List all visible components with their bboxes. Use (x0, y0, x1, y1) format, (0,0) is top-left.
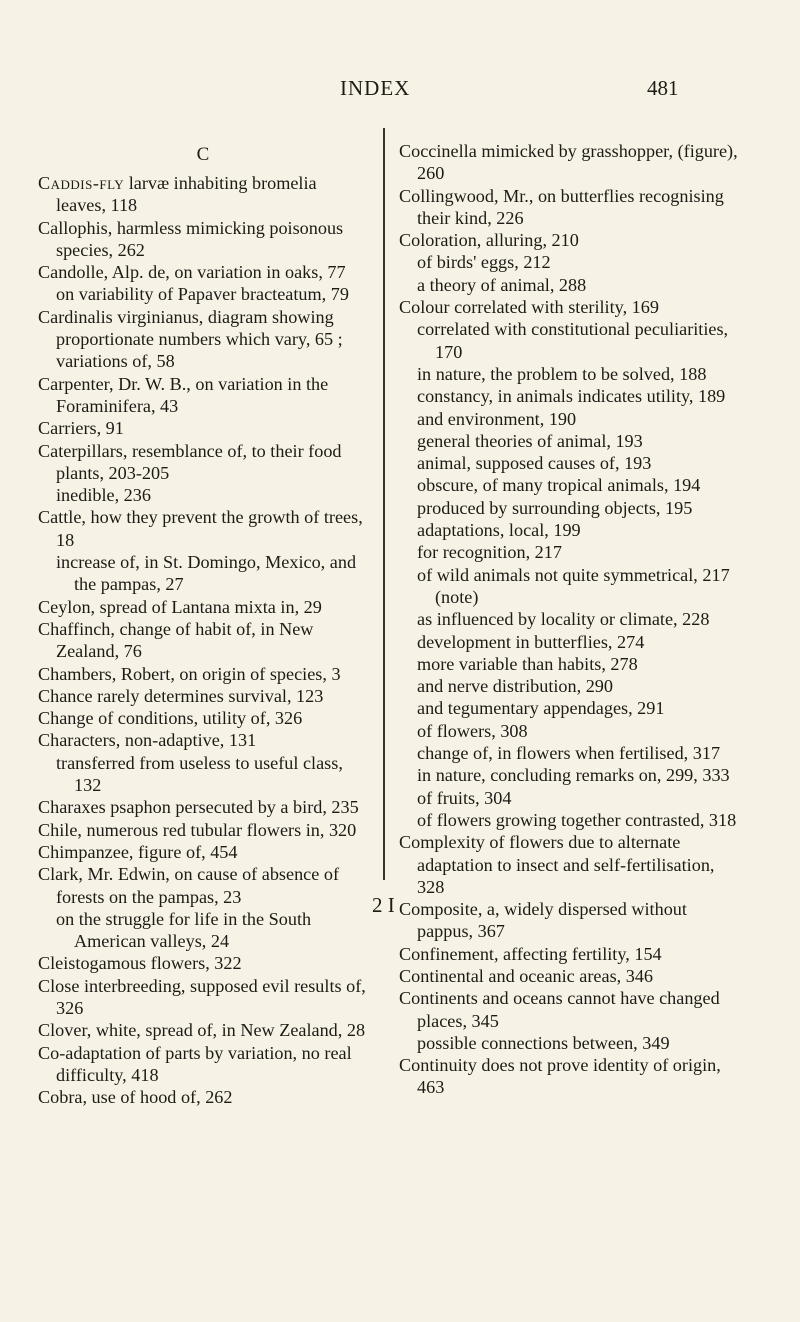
entry-text: Co-adaptation of parts by variation, no real difficulty, 418 (38, 1042, 352, 1085)
index-entry (38, 373, 368, 418)
entry-text: and nerve distribution, 290 (417, 676, 613, 697)
index-entry (399, 764, 739, 786)
entry-text: constancy, in animals indicates utility, 189 (417, 386, 726, 407)
index-entry (399, 385, 739, 407)
entry-text: Cattle, how they prevent the growth of trees, 18 (38, 507, 363, 550)
index-entry (38, 1019, 368, 1041)
index-entry (38, 819, 368, 841)
entry-text: larvæ inhabiting bromelia leaves, 118 (56, 173, 317, 216)
index-entry (38, 685, 368, 707)
index-entry (399, 474, 739, 496)
index-entry (399, 430, 739, 452)
entry-text: of birds' eggs, 212 (417, 252, 551, 273)
entry-text: of wild animals not quite symmetrical, 217 (note) (417, 564, 730, 607)
index-entry (399, 363, 739, 385)
entry-text: in nature, the problem to be solved, 188 (417, 363, 707, 384)
entry-text: of flowers growing together contrasted, 318 (417, 809, 737, 830)
index-entry (38, 440, 368, 485)
index-entry (399, 965, 739, 987)
index-entry (38, 217, 368, 262)
entry-text: change of, in flowers when fertilised, 317 (417, 743, 721, 764)
entry-text: Chimpanzee, figure of, 454 (38, 841, 238, 862)
entry-text: Chile, numerous red tubular flowers in, 320 (38, 819, 357, 840)
index-entry (399, 1054, 739, 1099)
entry-text: Continuity does not prove identity of origin, 463 (399, 1055, 721, 1098)
entry-text: for recognition, 217 (417, 542, 562, 563)
index-entry (399, 541, 739, 563)
entry-text: development in butterflies, 274 (417, 631, 645, 652)
entry-text: in nature, concluding remarks on, 299, 333 (417, 765, 730, 786)
index-entry (38, 841, 368, 863)
index-entry (38, 663, 368, 685)
index-entry (399, 497, 739, 519)
index-entry (399, 809, 739, 831)
index-entry (399, 1032, 739, 1054)
entry-text: Composite, a, widely dispersed without pappus, 367 (399, 899, 687, 942)
index-entry (399, 408, 739, 430)
index-entry (38, 1086, 368, 1108)
index-entry (399, 653, 739, 675)
index-entry (38, 261, 368, 283)
entry-text: Coccinella mimicked by grasshopper, (figure), 260 (399, 141, 738, 184)
index-entry (399, 140, 739, 185)
entry-text: Characters, non-adaptive, 131 (38, 730, 257, 751)
index-entry (399, 296, 739, 318)
entry-text: of fruits, 304 (417, 787, 512, 808)
index-entry (399, 229, 739, 251)
entry-text: animal, supposed causes of, 193 (417, 453, 652, 474)
entry-text: Chambers, Robert, on origin of species, 3 (38, 663, 341, 684)
index-entry (399, 787, 739, 809)
index-entry (38, 952, 368, 974)
entry-text: of flowers, 308 (417, 720, 528, 741)
index-entry (38, 796, 368, 818)
index-entry (399, 274, 739, 296)
page-number: 481 (647, 76, 679, 100)
entry-text: Chaffinch, change of habit of, in New Zealand, 76 (38, 618, 314, 662)
entry-text: as influenced by locality or climate, 228 (417, 609, 710, 630)
index-entry (399, 185, 739, 230)
index-entry (399, 608, 739, 630)
index-entry (399, 720, 739, 742)
index-entry (38, 283, 368, 305)
index-entry (38, 618, 368, 663)
index-entry (38, 908, 368, 953)
index-entry (399, 898, 739, 943)
entry-text: Close interbreeding, supposed evil results of, 326 (38, 975, 366, 1018)
entry-text: Confinement, affecting fertility, 154 (399, 943, 662, 964)
index-entry (399, 318, 739, 363)
entry-text: on the struggle for life in the South American valleys, 24 (56, 908, 312, 952)
entry-text: and environment, 190 (417, 408, 577, 429)
entry-text: transferred from useless to useful class, 132 (56, 752, 343, 796)
entry-text: Callophis, harmless mimicking poisonous species, 262 (38, 217, 344, 260)
index-entry (399, 251, 739, 273)
column-divider (383, 128, 385, 880)
entry-text: Chance rarely determines survival, 123 (38, 685, 324, 706)
right-column (399, 140, 739, 1099)
entry-text: Coloration, alluring, 210 (399, 230, 579, 251)
entry-text: Clark, Mr. Edwin, on cause of absence of forests on the pampas, 23 (38, 864, 340, 907)
entry-text: Collingwood, Mr., on butterflies recognising their kind, 226 (399, 185, 724, 228)
entry-text: Cardinalis virginianus, diagram showing proportionate numbers which vary, 65 ; variations of, 58 (38, 306, 343, 372)
entry-text: Carriers, 91 (38, 418, 124, 439)
index-entry (399, 697, 739, 719)
entry-text: Charaxes psaphon persecuted by a bird, 235 (38, 797, 359, 818)
entry-text: Candolle, Alp. de, on variation in oaks, 77 (38, 262, 346, 283)
index-entry (399, 675, 739, 697)
index-entry (38, 551, 368, 596)
entry-text: correlated with constitutional peculiarities, 170 (417, 319, 729, 362)
index-entry (399, 452, 739, 474)
index-entry (38, 306, 368, 373)
index-entry (38, 417, 368, 439)
entry-text: more variable than habits, 278 (417, 653, 638, 674)
entry-text: and tegumentary appendages, 291 (417, 698, 665, 719)
entry-text: possible connections between, 349 (417, 1032, 670, 1053)
entry-text: Clover, white, spread of, in New Zealand, 28 (38, 1020, 366, 1041)
entry-headword: Caddis-fly (38, 173, 125, 193)
entry-text: Continents and oceans cannot have changed places, 345 (399, 988, 720, 1031)
entry-text: produced by surrounding objects, 195 (417, 497, 693, 518)
index-entry (399, 943, 739, 965)
entry-text: Cobra, use of hood of, 262 (38, 1087, 233, 1108)
index-entry (399, 987, 739, 1032)
entry-text: on variability of Papaver bracteatum, 79 (56, 284, 349, 305)
entry-text: Ceylon, spread of Lantana mixta in, 29 (38, 596, 322, 617)
index-entry (38, 506, 368, 551)
index-entry (38, 863, 368, 908)
index-entry (399, 831, 739, 898)
entry-text: Colour correlated with sterility, 169 (399, 297, 659, 318)
entry-text: Caterpillars, resemblance of, to their food plants, 203-205 (38, 440, 342, 483)
index-entry (399, 519, 739, 541)
entry-text: general theories of animal, 193 (417, 430, 643, 451)
index-entry (38, 752, 368, 797)
entry-text: obscure, of many tropical animals, 194 (417, 475, 701, 496)
entry-text: adaptations, local, 199 (417, 520, 581, 541)
entry-text: increase of, in St. Domingo, Mexico, and the pampas, 27 (56, 552, 357, 595)
index-entry (38, 707, 368, 729)
entry-text: inedible, 236 (56, 485, 151, 506)
section-letter: C (196, 144, 210, 165)
index-entry (38, 172, 368, 217)
index-entry (399, 564, 739, 609)
index-entry (38, 596, 368, 618)
index-entry (38, 484, 368, 506)
index-entry (38, 729, 368, 751)
index-entry (38, 1042, 368, 1087)
index-entry (399, 742, 739, 764)
entry-text: a theory of animal, 288 (417, 274, 587, 295)
entry-text: Cleistogamous flowers, 322 (38, 953, 242, 974)
index-entry (399, 631, 739, 653)
entry-text: Carpenter, Dr. W. B., on variation in the Foraminifera, 43 (38, 373, 329, 416)
signature-mark: 2 I (372, 893, 395, 917)
left-column (38, 140, 368, 1108)
index-entry (38, 975, 368, 1020)
entry-text: Change of conditions, utility of, 326 (38, 708, 303, 729)
entry-text: Continental and oceanic areas, 346 (399, 965, 654, 986)
entry-text: Complexity of flowers due to alternate adaptation to insect and self-fertilisation, 328 (399, 832, 715, 897)
running-header-title: INDEX (340, 76, 411, 100)
